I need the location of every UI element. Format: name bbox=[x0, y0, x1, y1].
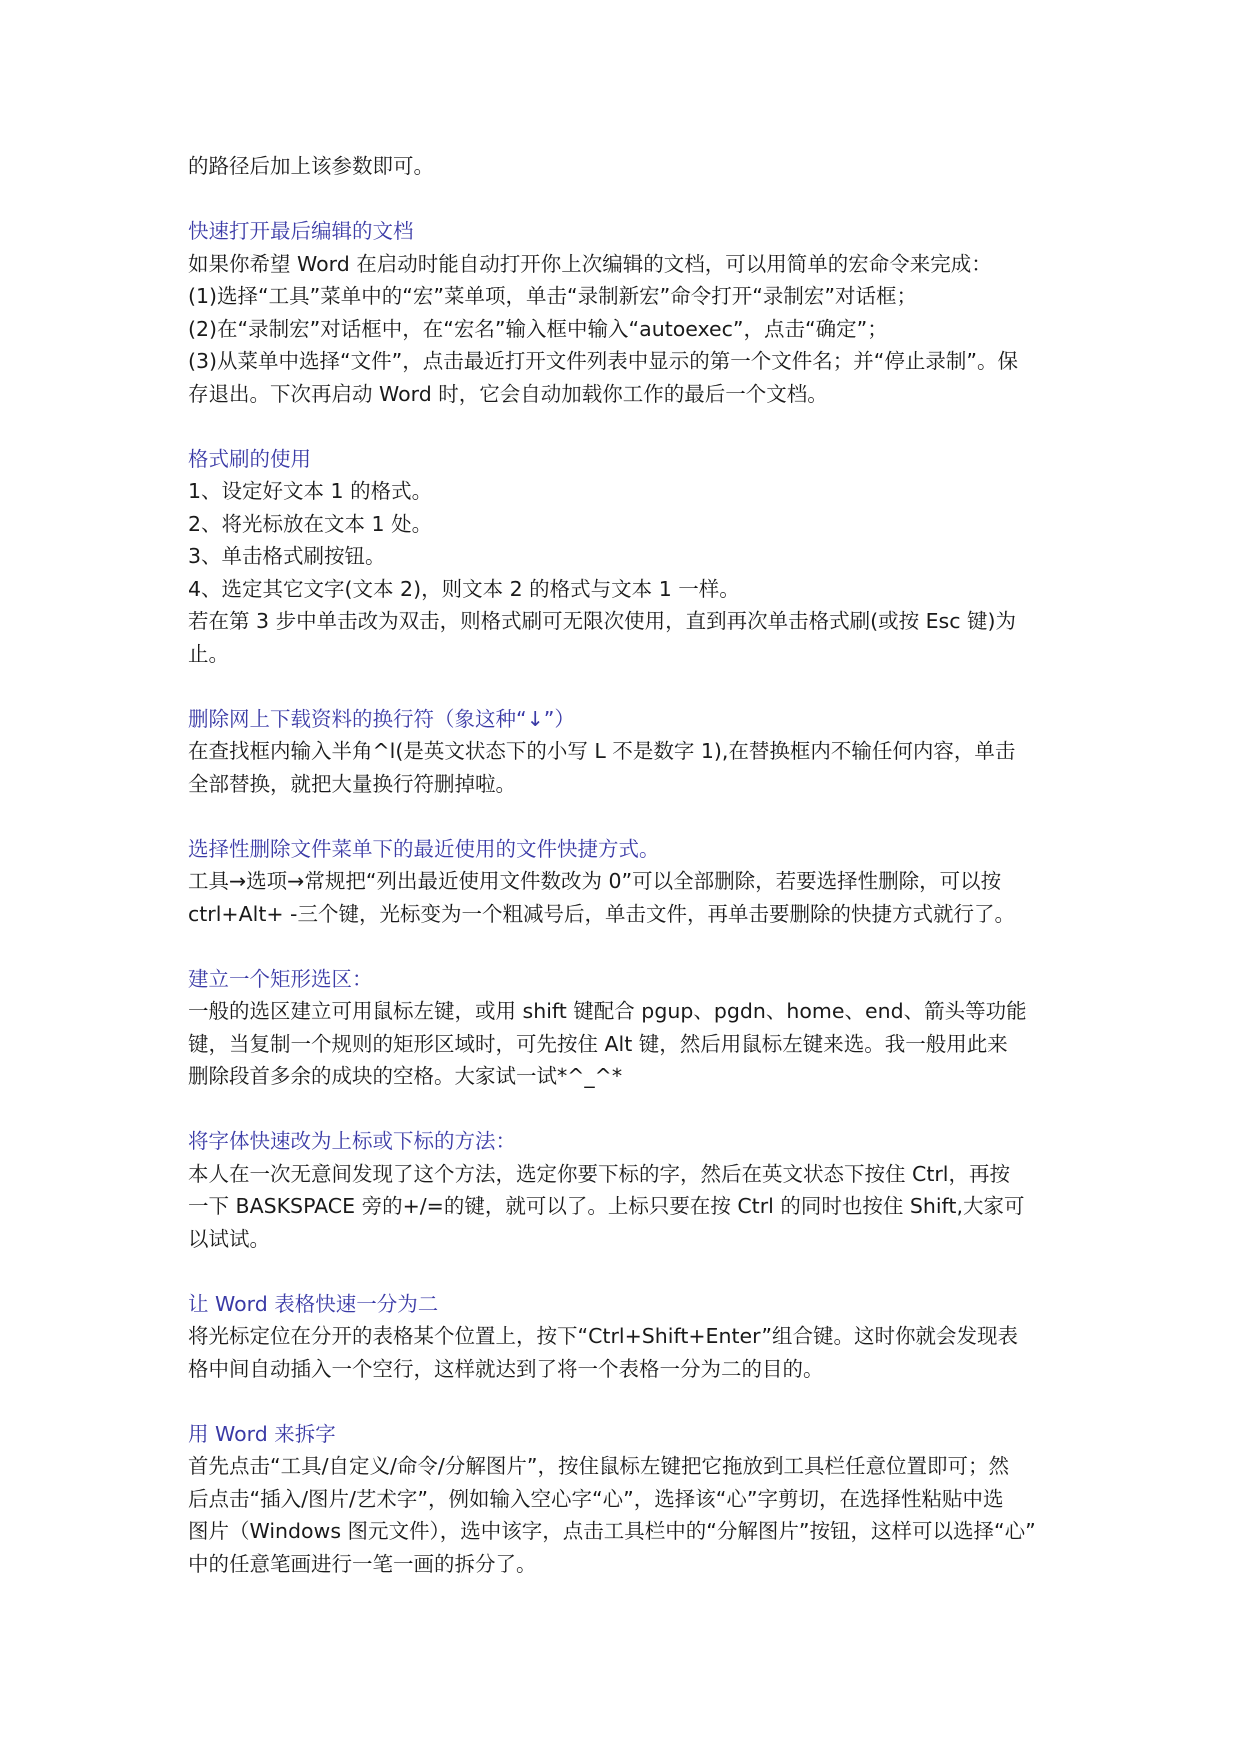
section-gap bbox=[188, 930, 1058, 963]
document-body bbox=[188, 150, 1058, 1580]
paragraph-line: 2、将光标放在文本 1 处。 bbox=[188, 511, 433, 536]
paragraph-line: 删除段首多余的成块的空格。大家试一试*^_^* bbox=[188, 1064, 623, 1088]
paragraph-line: 格中间自动插入一个空行，这样就达到了将一个表格一分为二的目的。 bbox=[188, 1356, 824, 1381]
paragraph-line: (2)在“录制宏”对话框中，在“宏名”输入框中输入“autoexec”，点击“确定”； bbox=[188, 316, 888, 341]
paragraph-line: (1)选择“工具”菜单中的“宏”菜单项，单击“录制新宏”命令打开“录制宏”对话框； bbox=[188, 284, 917, 308]
intro-line: 的路径后加上该参数即可。 bbox=[188, 154, 434, 178]
section-gap bbox=[188, 410, 1058, 443]
paragraph-line: 存退出。下次再启动 Word 时，它会自动加载你工作的最后一个文档。 bbox=[188, 381, 828, 406]
section-gap bbox=[188, 1255, 1058, 1288]
paragraph-line: 键，当复制一个规则的矩形区域时，可先按住 Alt 键，然后用鼠标左键来选。我一般用此来 bbox=[188, 1031, 1008, 1056]
paragraph-line: 将光标定位在分开的表格某个位置上，按下“Ctrl+Shift+Enter”组合键。这时你就会发现表 bbox=[188, 1324, 1019, 1348]
paragraph-line: 工具→选项→常规把“列出最近使用文件数改为 0”可以全部删除，若要选择性删除，可以按 bbox=[188, 869, 1002, 893]
section-gap bbox=[188, 670, 1058, 703]
paragraph-line: 1、设定好文本 1 的格式。 bbox=[188, 479, 433, 503]
paragraph-line: 3、单击格式刷按钮。 bbox=[188, 544, 386, 568]
paragraph-line: 若在第 3 步中单击改为双击，则格式刷可无限次使用，直到再次单击格式刷(或按 Esc 键)为 bbox=[188, 609, 1017, 633]
section-gap bbox=[188, 183, 1058, 216]
section-gap bbox=[188, 800, 1058, 833]
paragraph-line: 中的任意笔画进行一笔一画的拆分了。 bbox=[188, 1551, 537, 1576]
section-heading: 快速打开最后编辑的文档 bbox=[188, 219, 414, 243]
paragraph-line: 一般的选区建立可用鼠标左键，或用 shift 键配合 pgup、pgdn、home、end、箭头等功能 bbox=[188, 999, 1027, 1023]
paragraph-line: 4、选定其它文字(文本 2)，则文本 2 的格式与文本 1 一样。 bbox=[188, 576, 740, 601]
section-gap bbox=[188, 1093, 1058, 1126]
paragraph-line: 一下 BASKSPACE 旁的+/=的键，就可以了。上标只要在按 Ctrl 的同时也按住 Shift,大家可 bbox=[188, 1194, 1025, 1218]
paragraph-line: 止。 bbox=[188, 641, 229, 666]
paragraph-line: (3)从菜单中选择“文件”，点击最近打开文件列表中显示的第一个文件名；并“停止录制”。保 bbox=[188, 349, 1019, 373]
section-heading: 删除网上下载资料的换行符（象这种“↓”） bbox=[188, 706, 575, 731]
section-heading: 格式刷的使用 bbox=[188, 446, 311, 471]
section-heading: 选择性删除文件菜单下的最近使用的文件快捷方式。 bbox=[188, 836, 660, 861]
section-heading: 让 Word 表格快速一分为二 bbox=[188, 1291, 439, 1316]
section-gap bbox=[188, 1385, 1058, 1418]
paragraph-line: 如果你希望 Word 在启动时能自动打开你上次编辑的文档，可以用简单的宏命令来完成： bbox=[188, 251, 992, 276]
paragraph-line: 以试试。 bbox=[188, 1226, 270, 1251]
paragraph-line: ctrl+Alt+ -三个键，光标变为一个粗减号后，单击文件，再单击要删除的快捷方式就行了。 bbox=[188, 901, 1015, 926]
paragraph-line: 本人在一次无意间发现了这个方法，选定你要下标的字，然后在英文状态下按住 Ctrl，再按 bbox=[188, 1161, 1010, 1186]
section-heading: 将字体快速改为上标或下标的方法： bbox=[188, 1129, 516, 1153]
paragraph-line: 后点击“插入/图片/艺术字”，例如输入空心字“心”，选择该“心”字剪切，在选择性粘贴中选 bbox=[188, 1486, 1004, 1511]
paragraph-line: 在查找框内输入半角^l(是英文状态下的小写 L 不是数字 1),在替换框内不输任何内容，单击 bbox=[188, 739, 1016, 763]
paragraph-line: 全部替换，就把大量换行符删掉啦。 bbox=[188, 771, 516, 796]
section-heading: 用 Word 来拆字 bbox=[188, 1421, 336, 1446]
section-heading: 建立一个矩形选区： bbox=[188, 966, 373, 991]
paragraph-line: 首先点击“工具/自定义/命令/分解图片”，按住鼠标左键把它拖放到工具栏任意位置即可；然 bbox=[188, 1454, 1009, 1478]
paragraph-line: 图片（Windows 图元文件），选中该字，点击工具栏中的“分解图片”按钮，这样可以选择“心” bbox=[188, 1519, 1036, 1543]
